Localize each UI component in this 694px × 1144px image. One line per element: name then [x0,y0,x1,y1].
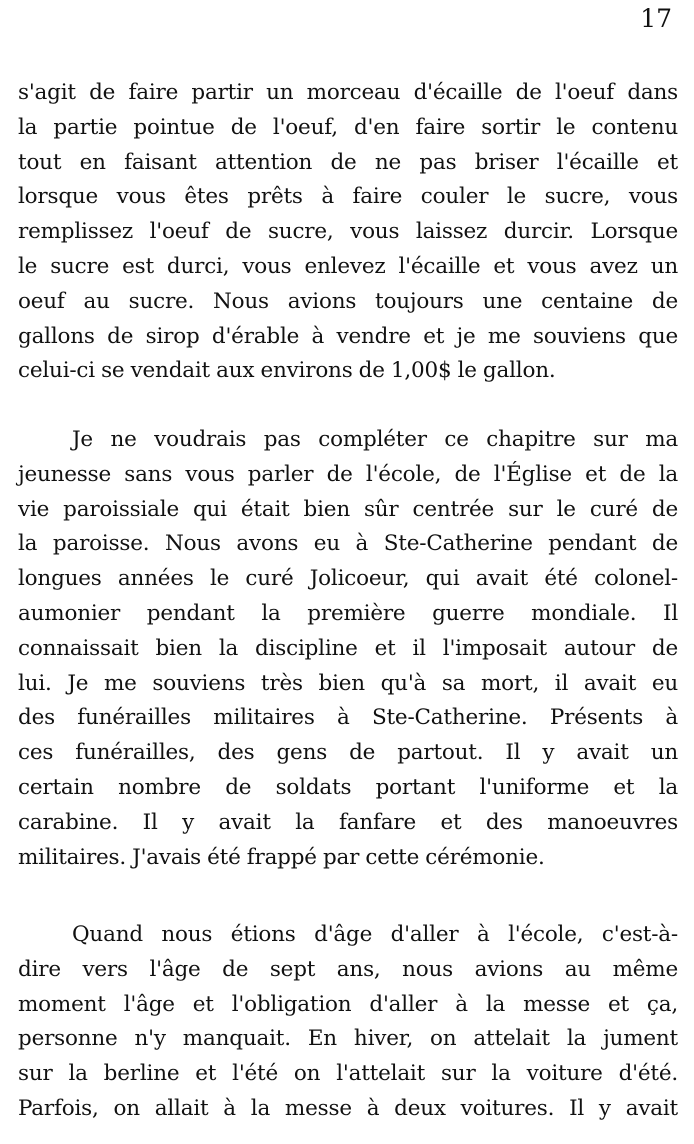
text-line: carabine. Il y avait la fanfare et des manoeuvres [18,809,678,835]
paragraph-2 [18,423,678,875]
text-line: jeunesse sans vous parler de l'école, de l'Église et de la [18,461,678,487]
text-line: lorsque vous êtes prêts à faire couler le sucre, vous [18,184,678,210]
text-line: Je ne voudrais pas compléter ce chapitre sur ma [72,427,678,452]
paragraph-1 [18,76,678,389]
text-line: vie paroissiale qui était bien sûr centrée sur le curé de [18,496,678,522]
text-line: dire vers l'âge de sept ans, nous avions au même [18,956,678,982]
text-line: aumonier pendant la première guerre mondiale. Il [18,600,678,626]
text-line: Parfois, on allait à la messe à deux voitures. Il y avait [18,1095,678,1121]
text-line: celui-ci se vendait aux environs de 1,00$ le gallon. [18,358,556,384]
text-line: longues années le curé Jolicoeur, qui avait été colonel- [18,566,678,592]
text-line: militaires. J'avais été frappé par cette cérémonie. [18,844,545,870]
text-line: certain nombre de soldats portant l'uniforme et la [18,774,678,800]
page-number: 17 [640,4,672,33]
text-line: des funérailles militaires à Ste-Catherine. Présents à [18,705,678,731]
text-line: la partie pointue de l'oeuf, d'en faire sortir le contenu [18,114,678,140]
text-line: personne n'y manquait. En hiver, on attelait la jument [18,1026,678,1052]
text-line: moment l'âge et l'obligation d'aller à la messe et ça, [18,991,678,1017]
text-line: connaissait bien la discipline et il l'imposait autour de [18,635,678,661]
text-line: remplissez l'oeuf de sucre, vous laissez durcir. Lorsque [18,219,678,245]
text-line: sur la berline et l'été on l'attelait sur la voiture d'été. [18,1061,678,1087]
text-line: gallons de sirop d'érable à vendre et je me souviens que [18,323,678,349]
text-line: oeuf au sucre. Nous avions toujours une centaine de [18,288,678,314]
text-line: ces funérailles, des gens de partout. Il y avait un [18,740,678,766]
text-line: s'agit de faire partir un morceau d'écaille de l'oeuf dans [18,80,678,105]
text-line: la paroisse. Nous avons eu à Ste-Catherine pendant de [18,531,678,557]
text-line: tout en faisant attention de ne pas briser l'écaille et [18,149,678,175]
text-line: lui. Je me souviens très bien qu'à sa mort, il avait eu [18,670,678,696]
text-line: le sucre est durci, vous enlevez l'écaille et vous avez un [18,253,678,279]
paragraph-3 [18,918,678,1127]
text-line: Quand nous étions d'âge d'aller à l'école, c'est-à- [72,922,678,947]
